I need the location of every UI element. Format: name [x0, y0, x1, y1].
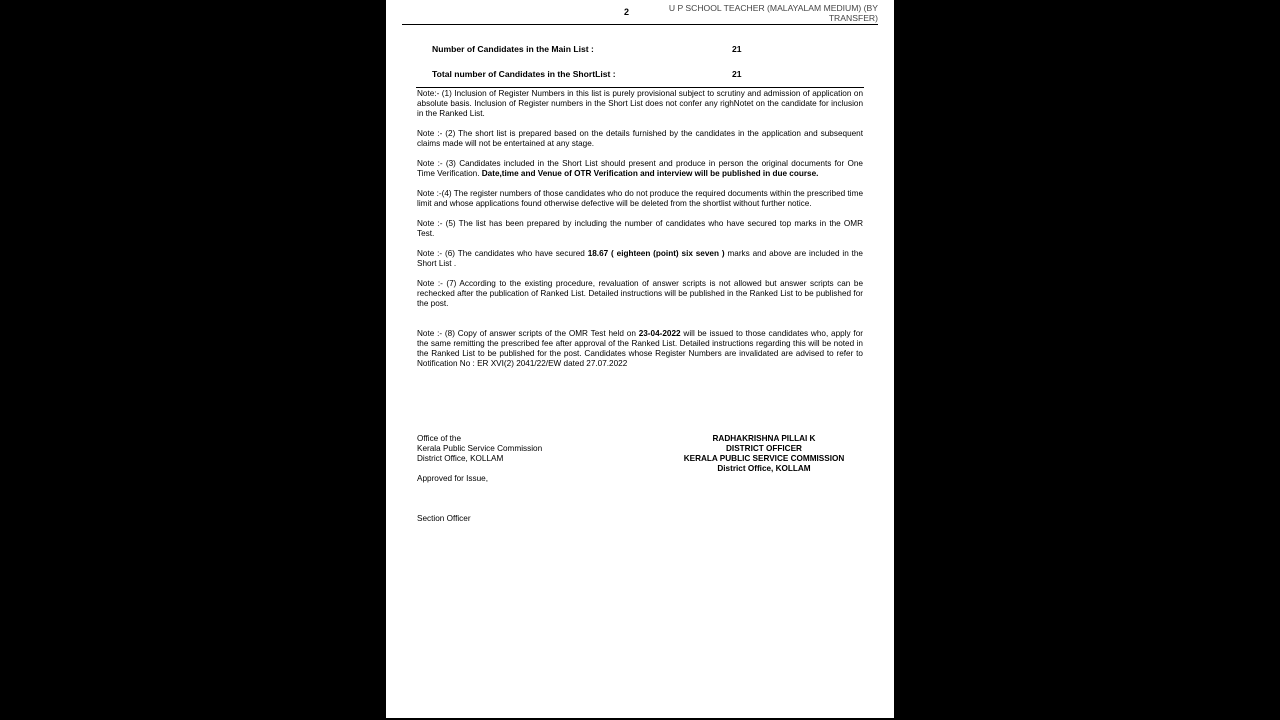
main-list-count-label: Number of Candidates in the Main List : [432, 44, 594, 54]
note-6-text-start: Note :- (6) The candidates who have secured [417, 249, 588, 258]
note-4: Note :-(4) The register numbers of those candidates who do not produce the required documents within the prescribed time limit and whose applications found otherwise defective will be deleted from the shortlist without further notice. [417, 189, 863, 208]
main-list-count-value: 21 [732, 44, 742, 54]
signatory-name: RADHAKRISHNA PILLAI K [712, 434, 816, 443]
office-line-3: District Office, KOLLAM [417, 454, 504, 463]
signatory-designation: DISTRICT OFFICER [726, 444, 802, 453]
note-3-text: Note :- (3) Candidates included in the Short List should present and produce in person the original documents for One Time Verification. [417, 159, 863, 178]
note-6-cutoff-mark: 18.67 ( eighteen (point) six seven ) [587, 249, 725, 258]
section-officer: Section Officer [417, 514, 471, 523]
page-number: 2 [624, 7, 630, 17]
office-line-1: Office of the [417, 434, 461, 443]
notes-divider [416, 87, 864, 88]
short-list-count-value: 21 [732, 69, 742, 79]
office-line-2: Kerala Public Service Commission [417, 444, 543, 453]
note-8 [417, 329, 863, 369]
office-address-block [417, 434, 542, 464]
approved-for-issue: Approved for Issue, [417, 474, 488, 483]
signatory-office: District Office, KOLLAM [717, 464, 811, 473]
note-1: Note:- (1) Inclusion of Register Numbers in this list is purely provisional subject to scrutiny and admission of application on absolute basis. Inclusion of Register numbers in the Short List does not confer any righNotet on the candidate for inclusion in the Ranked List. [417, 89, 863, 118]
note-6 [417, 249, 863, 269]
note-6-text-end: marks and above are included in the Short List . [417, 249, 863, 268]
signatory-organization: KERALA PUBLIC SERVICE COMMISSION [683, 454, 845, 463]
signatory-block [664, 434, 864, 474]
notes-section [417, 89, 863, 379]
note-7: Note :- (7) According to the existing procedure, revaluation of answer scripts is not allowed but answer scripts can be rechecked after the publication of Ranked List. Detailed instructions will be published in the Ranked List to be published for the post. [417, 279, 863, 308]
document-header-title [648, 3, 878, 23]
header-title-line-2: TRANSFER) [828, 13, 878, 23]
note-3-emphasis: Date,time and Venue of OTR Verification and interview will be published in due course. [481, 169, 819, 178]
document-page[interactable] [386, 0, 894, 718]
header-divider [402, 24, 878, 25]
note-8-test-date: 23-04-2022 [638, 329, 681, 338]
note-2: Note :- (2) The short list is prepared based on the details furnished by the candidates in the application and subsequent claims made will not be entertained at any stage. [417, 129, 863, 148]
note-8-text-start: Note :- (8) Copy of answer scripts of the OMR Test held on [417, 329, 639, 338]
note-8-text-end: will be issued to those candidates who, apply for the same remitting the prescribed fee after approval of the Ranked List. Detailed instructions regarding this will be noted in the Ranked List to be published for the post. Candidates whose Register Numbers are invalidated are advised to refer to Notification No : ER XVI(2) 2041/22/EW dated 27.07.2022 [417, 329, 863, 368]
header-title-line-1: U P SCHOOL TEACHER (MALAYALAM MEDIUM) (BY [668, 3, 878, 13]
short-list-count-label: Total number of Candidates in the ShortList : [432, 69, 616, 79]
note-5: Note :- (5) The list has been prepared by including the number of candidates who have secured top marks in the OMR Test. [417, 219, 863, 238]
note-3 [417, 159, 863, 179]
